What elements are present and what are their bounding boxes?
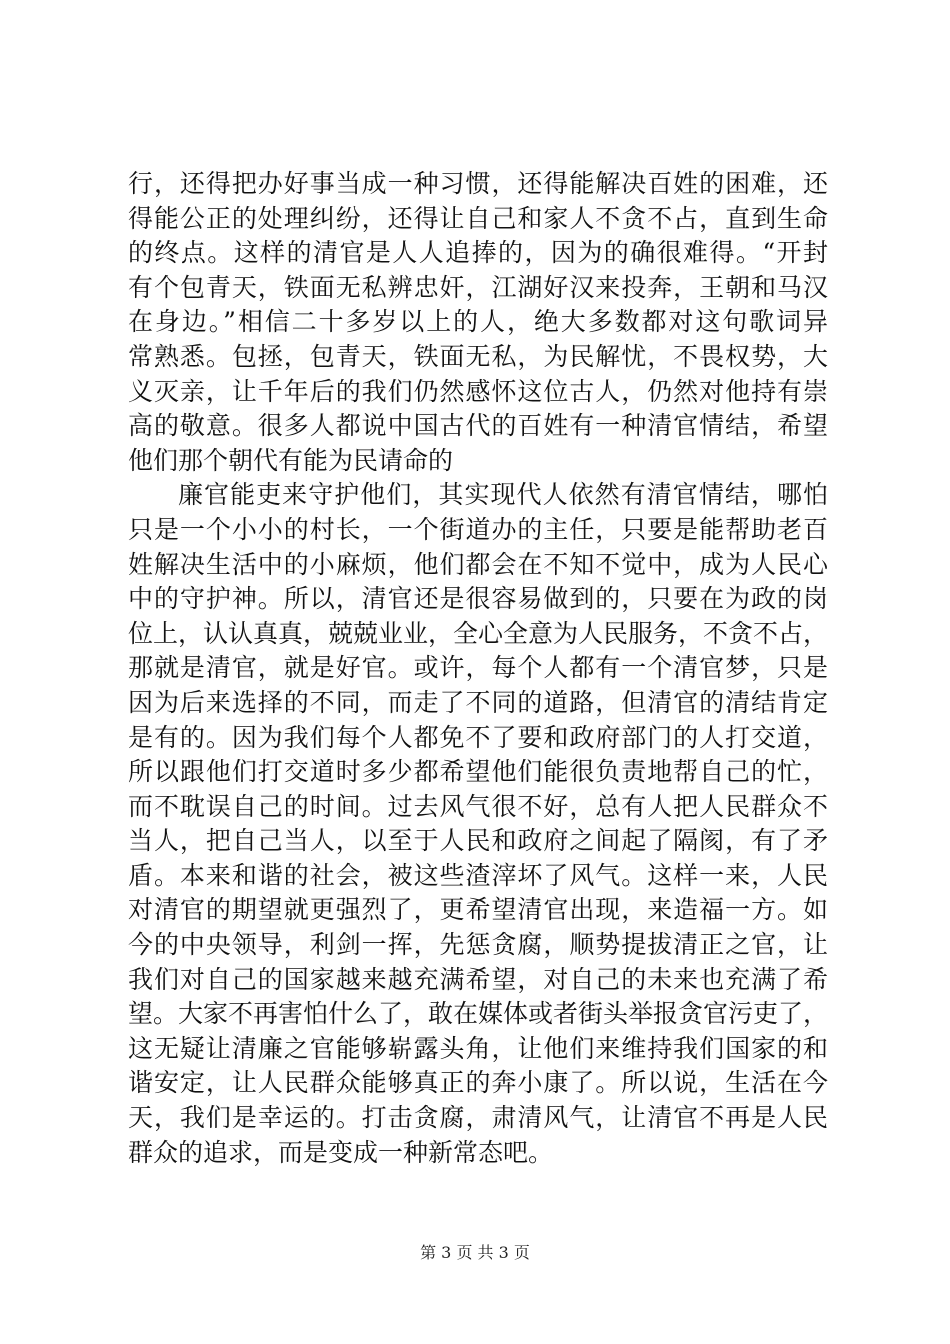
text-line: 盾。本来和谐的社会，被这些渣滓坏了风气。这样一来，人民 — [128, 860, 828, 890]
paragraph-1 — [128, 167, 828, 478]
text-line: 当人，把自己当人，以至于人民和政府之间起了隔阂，有了矛 — [128, 826, 828, 856]
text-line: 只是一个小小的村长，一个街道办的主任，只要是能帮助老百 — [128, 514, 828, 544]
text-line: 天，我们是幸运的。打击贪腐，肃清风气，让清官不再是人民 — [128, 1103, 828, 1133]
text-line: 群众的追求，而是变成一种新常态吧。 — [128, 1137, 554, 1167]
text-line: 得能公正的处理纠纷，还得让自己和家人不贪不占，直到生命 — [128, 203, 828, 233]
text-line: 我们对自己的国家越来越充满希望，对自己的未来也充满了希 — [128, 964, 828, 994]
text-line: 中的守护神。所以，清官还是很容易做到的，只要在为政的岗 — [128, 584, 828, 614]
text-line: 今的中央领导，利剑一挥，先惩贪腐，顺势提拔清正之官，让 — [128, 930, 828, 960]
text-line: 这无疑让清廉之官能够崭露头角，让他们来维持我们国家的和 — [128, 1033, 828, 1063]
text-line: 的终点。这样的清官是人人追捧的，因为的确很难得。“开封 — [128, 238, 828, 268]
text-line: 望。大家不再害怕什么了，敢在媒体或者街头举报贪官污吏了， — [128, 999, 829, 1029]
text-line: 谐安定，让人民群众能够真正的奔小康了。所以说，生活在今 — [128, 1068, 828, 1098]
text-line: 对清官的期望就更强烈了，更希望清官出现，来造福一方。如 — [128, 895, 828, 925]
body-text — [128, 167, 828, 1170]
text-line: 那就是清官，就是好官。或许，每个人都有一个清官梦，只是 — [128, 653, 828, 683]
text-line: 他们那个朝代有能为民请命的 — [128, 445, 454, 475]
text-line: 廉官能吏来守护他们，其实现代人依然有清官情结，哪怕 — [178, 480, 828, 510]
text-line: 常熟悉。包拯，包青天，铁面无私，为民解忧，不畏权势，大 — [128, 341, 828, 371]
text-line: 位上，认认真真，兢兢业业，全心全意为人民服务，不贪不占， — [128, 618, 829, 648]
page-footer: 第 3 页 共 3 页 — [420, 1243, 530, 1262]
text-line: 行，还得把办好事当成一种习惯，还得能解决百姓的困难，还 — [128, 169, 828, 198]
text-line: 所以跟他们打交道时多少都希望他们能很负责地帮自己的忙， — [128, 757, 828, 787]
text-line: 而不耽误自己的时间。过去风气很不好，总有人把人民群众不 — [128, 791, 828, 821]
text-line: 高的敬意。很多人都说中国古代的百姓有一种清官情结，希望 — [128, 411, 828, 441]
text-line: 是有的。因为我们每个人都免不了要和政府部门的人打交道， — [128, 722, 828, 752]
paragraph-2 — [128, 478, 828, 1170]
text-line: 义灭亲，让千年后的我们仍然感怀这位古人，仍然对他持有崇 — [128, 376, 828, 406]
text-line: 因为后来选择的不同，而走了不同的道路，但清官的清结肯定 — [128, 687, 828, 717]
text-line: 有个包青天，铁面无私辨忠奸，江湖好汉来投奔，王朝和马汉 — [128, 272, 828, 302]
text-line: 姓解决生活中的小麻烦，他们都会在不知不觉中，成为人民心 — [128, 549, 828, 579]
text-line: 在身边。”相信二十多岁以上的人，绝大多数都对这句歌词异 — [128, 307, 828, 337]
